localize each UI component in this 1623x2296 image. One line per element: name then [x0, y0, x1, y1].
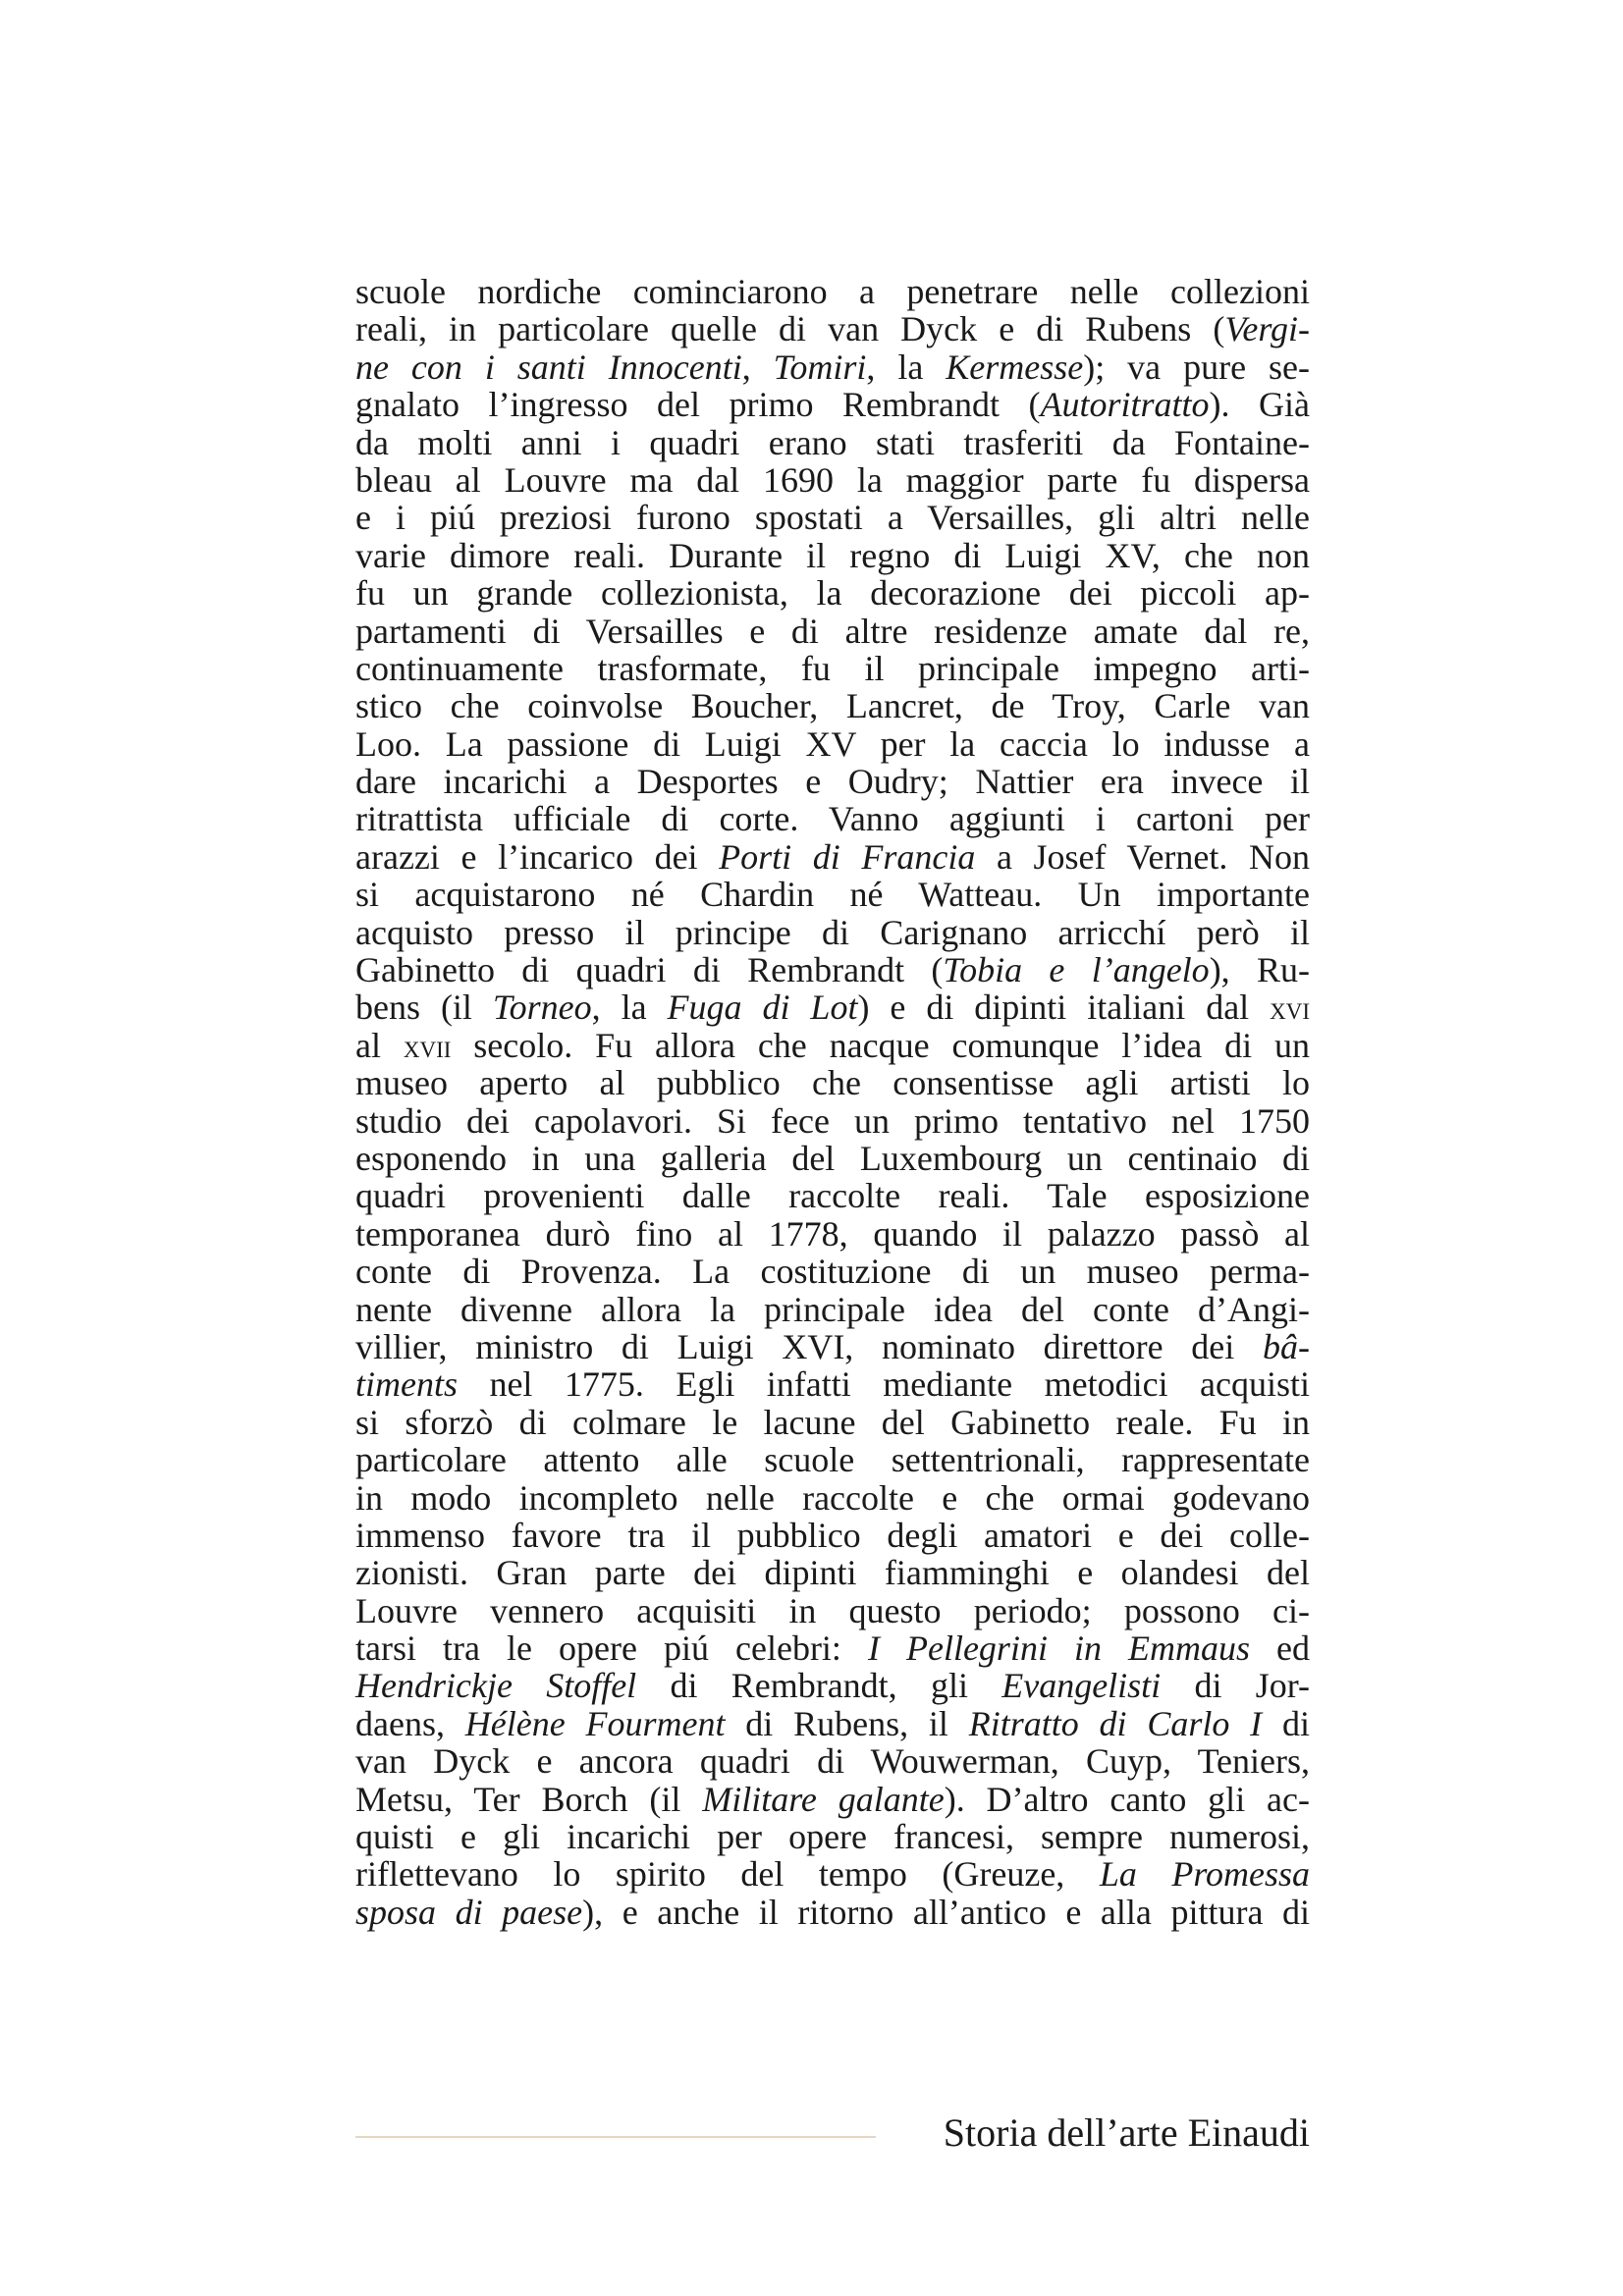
text-run: ritrattista ufficiale di corte. Vanno aggiunti i cartoni per	[355, 799, 1310, 839]
text-line	[355, 537, 1310, 574]
text-run: ) e di dipinti italiani dal	[857, 988, 1271, 1028]
italic-title: timents	[355, 1364, 458, 1405]
text-run: fu un grande collezionista, la decorazione dei piccoli ap-	[355, 573, 1310, 614]
text-run: da molti anni i quadri erano stati trasferiti da Fontaine-	[355, 422, 1310, 462]
text-run: partamenti di Versailles e di altre residenze amate dal re,	[355, 611, 1310, 651]
italic-title: ne con i santi Innocenti	[355, 347, 742, 387]
italic-title: Fuga di Lot	[667, 988, 858, 1028]
italic-title: Evangelisti	[1001, 1666, 1162, 1706]
italic-title: Tomiri	[773, 347, 867, 387]
text-line	[355, 1064, 1310, 1101]
text-run: zionisti. Gran parte dei dipinti fiamminghi e olandesi del	[355, 1553, 1310, 1593]
text-line	[355, 763, 1310, 800]
small-caps-numeral: xvi	[1270, 990, 1311, 1028]
text-line	[355, 574, 1310, 612]
italic-title: bâ-	[1263, 1326, 1310, 1366]
text-run: tarsi tra le opere piú celebri:	[355, 1629, 868, 1669]
text-run: daens,	[355, 1703, 465, 1743]
text-line	[355, 1592, 1310, 1629]
text-line	[355, 1441, 1310, 1478]
text-run: ), e anche il ritorno all’antico e alla pittura di	[582, 1892, 1310, 1932]
text-line	[355, 386, 1310, 423]
text-line	[355, 1328, 1310, 1365]
text-line	[355, 914, 1310, 951]
text-run: Metsu, Ter Borch (il	[355, 1779, 703, 1819]
footer-rule	[355, 2136, 876, 2138]
italic-title: Ritratto di Carlo I	[968, 1703, 1263, 1743]
text-run: ). Già	[1209, 385, 1310, 425]
text-run: ). D’altro canto gli ac-	[944, 1779, 1310, 1819]
italic-title: Torneo	[492, 988, 592, 1028]
text-run: van Dyck e ancora quadri di Wouwerman, Cuyp, Teniers,	[355, 1741, 1310, 1782]
text-run: continuamente trasformate, fu il principale impegno arti-	[355, 648, 1310, 688]
text-run: si sforzò di colmare le lacune del Gabinetto reale. Fu in	[355, 1402, 1310, 1442]
text-line	[355, 1365, 1310, 1403]
text-run: nel 1775. Egli infatti mediante metodici acquisti	[458, 1364, 1310, 1405]
text-line	[355, 876, 1310, 913]
text-line	[355, 1742, 1310, 1780]
text-line	[355, 1554, 1310, 1591]
text-run: dare incarichi a Desportes e Oudry; Nattier era invece il	[355, 762, 1310, 802]
text-run: varie dimore reali. Durante il regno di Luigi XV, che non	[355, 535, 1310, 575]
text-run: immenso favore tra il pubblico degli amatori e dei colle-	[355, 1515, 1310, 1555]
text-line	[355, 838, 1310, 876]
text-run: reali, in particolare quelle di van Dyck e di Rubens (	[355, 309, 1225, 349]
text-line	[355, 1629, 1310, 1667]
text-line	[355, 650, 1310, 687]
footer-title: Storia dell’arte Einaudi	[943, 2110, 1310, 2155]
text-run: arazzi e l’incarico dei	[355, 836, 720, 877]
italic-title: Tobia e l’angelo	[943, 950, 1210, 990]
text-line	[355, 461, 1310, 499]
text-line	[355, 1894, 1310, 1931]
text-line	[355, 1667, 1310, 1704]
text-line	[355, 1215, 1310, 1253]
text-line	[355, 1781, 1310, 1818]
page-footer	[355, 2109, 1310, 2158]
italic-title: Militare galante	[702, 1779, 945, 1819]
text-line	[355, 273, 1310, 310]
italic-title: sposa di paese	[355, 1892, 583, 1932]
text-run: a Josef Vernet. Non	[975, 836, 1310, 877]
small-caps-numeral: xvii	[403, 1028, 452, 1065]
text-line	[355, 1140, 1310, 1177]
text-run: secolo. Fu allora che nacque comunque l’idea di un	[451, 1025, 1310, 1065]
text-run: si acquistarono né Chardin né Watteau. Un importante	[355, 875, 1310, 915]
text-run: e i piú preziosi furono spostati a Versailles, gli altri nelle	[355, 498, 1310, 538]
italic-title: Vergi-	[1224, 309, 1310, 349]
body-text	[355, 273, 1310, 1931]
text-run: stico che coinvolse Boucher, Lancret, de Troy, Carle van	[355, 686, 1310, 726]
text-run: conte di Provenza. La costituzione di un museo perma-	[355, 1252, 1310, 1292]
italic-title: Hélène Fourment	[464, 1703, 726, 1743]
text-line	[355, 1253, 1310, 1290]
text-run: particolare attento alle scuole settentrionali, rappresentate	[355, 1440, 1310, 1480]
text-run: temporanea durò fino al 1778, quando il palazzo passò al	[355, 1213, 1310, 1254]
italic-title: La Promessa	[1099, 1854, 1310, 1895]
text-line	[355, 1855, 1310, 1893]
text-line	[355, 1027, 1310, 1064]
text-line	[355, 725, 1310, 763]
text-line	[355, 1479, 1310, 1517]
text-line	[355, 988, 1310, 1026]
text-run: di	[1262, 1703, 1310, 1743]
text-run: di Rubens, il	[725, 1703, 969, 1743]
text-run: esponendo in una galleria del Luxembourg un centinaio di	[355, 1138, 1310, 1178]
italic-title: Hendrickje Stoffel	[355, 1666, 637, 1706]
text-run: quadri provenienti dalle raccolte reali. Tale esposizione	[355, 1176, 1310, 1216]
text-run: di Rembrandt, gli	[636, 1666, 1002, 1706]
text-run: gnalato l’ingresso del primo Rembrandt (	[355, 385, 1041, 425]
text-run: ed	[1250, 1629, 1311, 1669]
text-line	[355, 1517, 1310, 1554]
italic-title: Kermesse	[946, 347, 1084, 387]
italic-title: Porti di Francia	[719, 836, 976, 877]
text-run: ,	[741, 347, 774, 387]
text-line	[355, 1102, 1310, 1140]
text-run: villier, ministro di Luigi XVI, nominato direttore dei	[355, 1326, 1263, 1366]
text-line	[355, 499, 1310, 536]
text-run: Louvre vennero acquisiti in questo periodo; possono ci-	[355, 1590, 1310, 1630]
italic-title: Autoritratto	[1040, 385, 1210, 425]
text-line	[355, 800, 1310, 837]
italic-title: I Pellegrini in Emmaus	[867, 1629, 1250, 1669]
text-run: riflettevano lo spirito del tempo (Greuze,	[355, 1854, 1100, 1895]
text-line	[355, 613, 1310, 650]
text-line	[355, 1705, 1310, 1742]
text-line	[355, 310, 1310, 347]
text-run: in modo incompleto nelle raccolte e che ormai godevano	[355, 1477, 1310, 1518]
text-run: di Jor-	[1161, 1666, 1310, 1706]
text-run: acquisto presso il principe di Carignano arricchí però il	[355, 912, 1310, 952]
text-run: Loo. La passione di Luigi XV per la caccia lo indusse a	[355, 723, 1310, 764]
text-line	[355, 1818, 1310, 1855]
text-run: ), Ru-	[1209, 950, 1310, 990]
text-run: , la	[866, 347, 947, 387]
text-run: museo aperto al pubblico che consentisse agli artisti lo	[355, 1063, 1310, 1103]
text-line	[355, 1404, 1310, 1441]
text-run: bleau al Louvre ma dal 1690 la maggior parte fu dispersa	[355, 459, 1310, 500]
text-run: studio dei capolavori. Si fece un primo tentativo nel 1750	[355, 1100, 1310, 1141]
text-line	[355, 951, 1310, 988]
text-run: bens (il	[355, 988, 493, 1028]
text-line	[355, 348, 1310, 386]
text-run: , la	[591, 988, 668, 1028]
text-line	[355, 424, 1310, 461]
text-run: ); va pure se-	[1083, 347, 1310, 387]
text-run: scuole nordiche cominciarono a penetrare nelle collezioni	[355, 272, 1310, 311]
text-line	[355, 687, 1310, 724]
text-run: nente divenne allora la principale idea del conte d’Angi-	[355, 1289, 1310, 1329]
text-run: Gabinetto di quadri di Rembrandt (	[355, 950, 944, 990]
text-run: quisti e gli incarichi per opere francesi, sempre numerosi,	[355, 1817, 1310, 1857]
text-run: al	[355, 1025, 404, 1065]
text-line	[355, 1291, 1310, 1328]
text-line	[355, 1177, 1310, 1214]
